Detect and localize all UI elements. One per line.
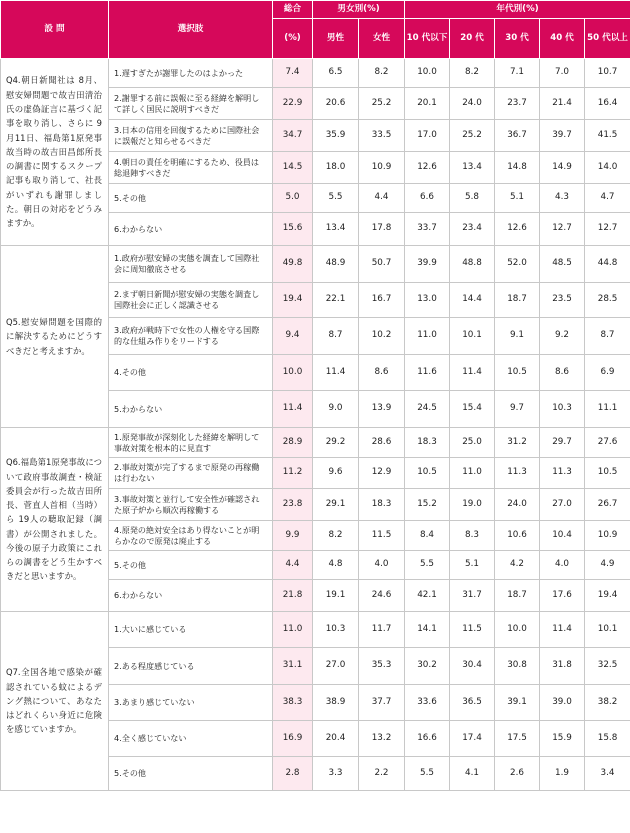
value-cell: 39.7	[540, 120, 585, 152]
value-cell: 3.3	[313, 757, 359, 791]
value-cell: 18.3	[359, 489, 405, 521]
total-value: 11.2	[273, 458, 313, 489]
value-cell: 23.7	[495, 88, 540, 120]
value-cell: 39.1	[495, 685, 540, 721]
value-cell: 33.5	[359, 120, 405, 152]
value-cell: 11.1	[585, 391, 630, 428]
value-cell: 12.6	[405, 152, 450, 184]
value-cell: 3.4	[585, 757, 630, 791]
value-cell: 10.5	[495, 355, 540, 391]
total-value: 4.4	[273, 551, 313, 580]
value-cell: 10.4	[540, 521, 585, 551]
option-label: 5.わからない	[109, 391, 273, 428]
value-cell: 10.2	[359, 318, 405, 355]
value-cell: 32.5	[585, 648, 630, 685]
value-cell: 11.0	[450, 458, 495, 489]
value-cell: 9.1	[495, 318, 540, 355]
value-cell: 17.4	[450, 721, 495, 757]
header-female: 女性	[359, 19, 405, 59]
value-cell: 20.1	[405, 88, 450, 120]
value-cell: 8.2	[359, 59, 405, 88]
value-cell: 24.0	[495, 489, 540, 521]
value-cell: 16.6	[405, 721, 450, 757]
value-cell: 37.7	[359, 685, 405, 721]
value-cell: 23.5	[540, 283, 585, 318]
value-cell: 18.7	[495, 283, 540, 318]
value-cell: 11.4	[540, 612, 585, 648]
total-value: 11.4	[273, 391, 313, 428]
total-value: 49.8	[273, 246, 313, 283]
value-cell: 10.1	[585, 612, 630, 648]
total-value: 15.6	[273, 213, 313, 246]
value-cell: 19.1	[313, 580, 359, 612]
option-label: 4.朝日の責任を明確にするため、役員は総退陣すべきだ	[109, 152, 273, 184]
value-cell: 21.4	[540, 88, 585, 120]
value-cell: 10.0	[495, 612, 540, 648]
value-cell: 5.1	[495, 184, 540, 213]
value-cell: 5.5	[405, 551, 450, 580]
value-cell: 38.9	[313, 685, 359, 721]
value-cell: 25.0	[450, 428, 495, 458]
value-cell: 25.2	[359, 88, 405, 120]
value-cell: 25.2	[450, 120, 495, 152]
question-text: Q5.慰安婦問題を国際的に解決するためにどうすべきだと考えますか。	[1, 246, 109, 428]
value-cell: 14.1	[405, 612, 450, 648]
option-label: 1.遅すぎたが謝罪したのはよかった	[109, 59, 273, 88]
value-cell: 26.7	[585, 489, 630, 521]
value-cell: 22.1	[313, 283, 359, 318]
value-cell: 14.4	[450, 283, 495, 318]
value-cell: 4.8	[313, 551, 359, 580]
value-cell: 11.7	[359, 612, 405, 648]
value-cell: 18.7	[495, 580, 540, 612]
question-text: Q6.福島第1原発事故について政府事故調査・検証委員会が行った故吉田所長、菅直人首相（当時）ら 19人の聴取記録（調書）が公開されました。今後の原子力政策にこれらの調書をどう生かすべきだと思いますか。	[1, 428, 109, 612]
header-gender: 男女別(%)	[313, 1, 405, 19]
value-cell: 39.0	[540, 685, 585, 721]
header-age-10: 10 代以下	[405, 19, 450, 59]
value-cell: 6.5	[313, 59, 359, 88]
total-value: 11.0	[273, 612, 313, 648]
value-cell: 31.7	[450, 580, 495, 612]
total-value: 38.3	[273, 685, 313, 721]
value-cell: 19.0	[450, 489, 495, 521]
header-age-30: 30 代	[495, 19, 540, 59]
header-total: 総合	[273, 1, 313, 19]
value-cell: 5.5	[405, 757, 450, 791]
header-age-40: 40 代	[540, 19, 585, 59]
option-label: 5.その他	[109, 551, 273, 580]
header-question: 設 問	[1, 1, 109, 59]
value-cell: 5.8	[450, 184, 495, 213]
value-cell: 4.7	[585, 184, 630, 213]
value-cell: 8.7	[313, 318, 359, 355]
value-cell: 31.8	[540, 648, 585, 685]
value-cell: 17.8	[359, 213, 405, 246]
value-cell: 11.3	[495, 458, 540, 489]
value-cell: 12.6	[495, 213, 540, 246]
value-cell: 50.7	[359, 246, 405, 283]
value-cell: 1.9	[540, 757, 585, 791]
total-value: 22.9	[273, 88, 313, 120]
option-label: 4.その他	[109, 355, 273, 391]
total-value: 23.8	[273, 489, 313, 521]
value-cell: 36.7	[495, 120, 540, 152]
value-cell: 13.2	[359, 721, 405, 757]
value-cell: 15.4	[450, 391, 495, 428]
value-cell: 11.5	[450, 612, 495, 648]
value-cell: 14.0	[585, 152, 630, 184]
value-cell: 10.3	[313, 612, 359, 648]
header-male: 男性	[313, 19, 359, 59]
value-cell: 48.5	[540, 246, 585, 283]
value-cell: 20.6	[313, 88, 359, 120]
value-cell: 27.0	[313, 648, 359, 685]
option-label: 4.原発の絶対安全はあり得ないことが明らかなので原発は廃止する	[109, 521, 273, 551]
value-cell: 35.3	[359, 648, 405, 685]
total-value: 7.4	[273, 59, 313, 88]
value-cell: 12.9	[359, 458, 405, 489]
value-cell: 48.8	[450, 246, 495, 283]
value-cell: 6.6	[405, 184, 450, 213]
value-cell: 13.9	[359, 391, 405, 428]
value-cell: 8.6	[540, 355, 585, 391]
total-value: 2.8	[273, 757, 313, 791]
total-value: 19.4	[273, 283, 313, 318]
value-cell: 4.9	[585, 551, 630, 580]
value-cell: 42.1	[405, 580, 450, 612]
value-cell: 10.7	[585, 59, 630, 88]
value-cell: 11.4	[313, 355, 359, 391]
value-cell: 18.0	[313, 152, 359, 184]
table-row	[1, 59, 630, 88]
value-cell: 13.0	[405, 283, 450, 318]
value-cell: 29.2	[313, 428, 359, 458]
value-cell: 8.2	[450, 59, 495, 88]
option-label: 3.あまり感じていない	[109, 685, 273, 721]
value-cell: 9.6	[313, 458, 359, 489]
value-cell: 15.9	[540, 721, 585, 757]
value-cell: 2.6	[495, 757, 540, 791]
value-cell: 5.1	[450, 551, 495, 580]
option-label: 2.ある程度感じている	[109, 648, 273, 685]
value-cell: 10.9	[359, 152, 405, 184]
header-age-20: 20 代	[450, 19, 495, 59]
header-age: 年代別(%)	[405, 1, 630, 19]
option-label: 3.事故対策と並行して安全性が確認された原子炉から順次再稼働する	[109, 489, 273, 521]
value-cell: 10.1	[450, 318, 495, 355]
value-cell: 4.0	[540, 551, 585, 580]
value-cell: 16.4	[585, 88, 630, 120]
value-cell: 4.1	[450, 757, 495, 791]
option-label: 3.日本の信用を回復するために国際社会に誤報だと知らせるべきだ	[109, 120, 273, 152]
value-cell: 8.7	[585, 318, 630, 355]
table-body	[1, 59, 630, 791]
value-cell: 4.2	[495, 551, 540, 580]
option-label: 2.まず朝日新聞が慰安婦の実態を調査し国際社会に正しく認識させる	[109, 283, 273, 318]
value-cell: 24.0	[450, 88, 495, 120]
value-cell: 33.7	[405, 213, 450, 246]
question-text: Q4.朝日新聞社は 8月、慰安婦問題で故吉田清治氏の虚偽証言に基づく記事を取り消し、さらに 9月11日、福島第1原発事故当時の故吉田昌郎所長の調書に関するスクープ記事も取り消して、社長がいずれも謝罪しました。朝日の対応をどうみますか。	[1, 59, 109, 246]
value-cell: 2.2	[359, 757, 405, 791]
value-cell: 28.6	[359, 428, 405, 458]
value-cell: 11.4	[450, 355, 495, 391]
value-cell: 30.8	[495, 648, 540, 685]
value-cell: 24.6	[359, 580, 405, 612]
value-cell: 12.7	[585, 213, 630, 246]
value-cell: 13.4	[313, 213, 359, 246]
value-cell: 10.0	[405, 59, 450, 88]
value-cell: 36.5	[450, 685, 495, 721]
option-label: 1.大いに感じている	[109, 612, 273, 648]
question-text: Q7.全国各地で感染が確認されている蚊によるデング熱について、あなたはどれくらい身近に危険を感じていますか。	[1, 612, 109, 791]
value-cell: 29.7	[540, 428, 585, 458]
value-cell: 11.3	[540, 458, 585, 489]
value-cell: 10.9	[585, 521, 630, 551]
total-value: 9.4	[273, 318, 313, 355]
value-cell: 23.4	[450, 213, 495, 246]
value-cell: 6.9	[585, 355, 630, 391]
value-cell: 52.0	[495, 246, 540, 283]
value-cell: 29.1	[313, 489, 359, 521]
value-cell: 38.2	[585, 685, 630, 721]
value-cell: 11.6	[405, 355, 450, 391]
total-value: 34.7	[273, 120, 313, 152]
value-cell: 41.5	[585, 120, 630, 152]
value-cell: 5.5	[313, 184, 359, 213]
value-cell: 9.0	[313, 391, 359, 428]
option-label: 1.政府が慰安婦の実態を調査して国際社会に周知徹底させる	[109, 246, 273, 283]
value-cell: 44.8	[585, 246, 630, 283]
option-label: 6.わからない	[109, 213, 273, 246]
value-cell: 10.3	[540, 391, 585, 428]
table-row	[1, 246, 630, 283]
value-cell: 15.2	[405, 489, 450, 521]
value-cell: 4.4	[359, 184, 405, 213]
value-cell: 8.3	[450, 521, 495, 551]
value-cell: 48.9	[313, 246, 359, 283]
option-label: 2.事故対策が完了するまで原発の再稼働は行わない	[109, 458, 273, 489]
value-cell: 30.4	[450, 648, 495, 685]
value-cell: 28.5	[585, 283, 630, 318]
value-cell: 14.9	[540, 152, 585, 184]
value-cell: 17.5	[495, 721, 540, 757]
value-cell: 30.2	[405, 648, 450, 685]
value-cell: 39.9	[405, 246, 450, 283]
value-cell: 9.2	[540, 318, 585, 355]
header-total-unit: (%)	[273, 19, 313, 59]
value-cell: 27.6	[585, 428, 630, 458]
value-cell: 10.5	[405, 458, 450, 489]
value-cell: 15.8	[585, 721, 630, 757]
value-cell: 7.0	[540, 59, 585, 88]
value-cell: 19.4	[585, 580, 630, 612]
value-cell: 24.5	[405, 391, 450, 428]
value-cell: 17.6	[540, 580, 585, 612]
total-value: 9.9	[273, 521, 313, 551]
total-value: 31.1	[273, 648, 313, 685]
table-row	[1, 612, 630, 648]
option-label: 3.政府が戦時下で女性の人権を守る国際的な仕組み作りをリードする	[109, 318, 273, 355]
value-cell: 8.4	[405, 521, 450, 551]
value-cell: 33.6	[405, 685, 450, 721]
value-cell: 14.8	[495, 152, 540, 184]
value-cell: 20.4	[313, 721, 359, 757]
option-label: 1.原発事故が深刻化した経緯を解明して事故対策を根本的に見直す	[109, 428, 273, 458]
value-cell: 13.4	[450, 152, 495, 184]
header-options: 選択肢	[109, 1, 273, 59]
value-cell: 11.0	[405, 318, 450, 355]
value-cell: 7.1	[495, 59, 540, 88]
value-cell: 11.5	[359, 521, 405, 551]
option-label: 4.全く感じていない	[109, 721, 273, 757]
value-cell: 10.6	[495, 521, 540, 551]
total-value: 28.9	[273, 428, 313, 458]
total-value: 14.5	[273, 152, 313, 184]
value-cell: 16.7	[359, 283, 405, 318]
option-label: 6.わからない	[109, 580, 273, 612]
total-value: 5.0	[273, 184, 313, 213]
total-value: 10.0	[273, 355, 313, 391]
value-cell: 9.7	[495, 391, 540, 428]
total-value: 21.8	[273, 580, 313, 612]
total-value: 16.9	[273, 721, 313, 757]
option-label: 5.その他	[109, 184, 273, 213]
option-label: 2.謝罪する前に誤報に至る経緯を解明して詳しく国民に説明すべきだ	[109, 88, 273, 120]
value-cell: 35.9	[313, 120, 359, 152]
value-cell: 10.5	[585, 458, 630, 489]
value-cell: 27.0	[540, 489, 585, 521]
value-cell: 8.2	[313, 521, 359, 551]
value-cell: 12.7	[540, 213, 585, 246]
value-cell: 4.0	[359, 551, 405, 580]
table-row	[1, 428, 630, 458]
value-cell: 8.6	[359, 355, 405, 391]
value-cell: 17.0	[405, 120, 450, 152]
header-age-50: 50 代以上	[585, 19, 630, 59]
option-label: 5.その他	[109, 757, 273, 791]
value-cell: 4.3	[540, 184, 585, 213]
value-cell: 31.2	[495, 428, 540, 458]
value-cell: 18.3	[405, 428, 450, 458]
